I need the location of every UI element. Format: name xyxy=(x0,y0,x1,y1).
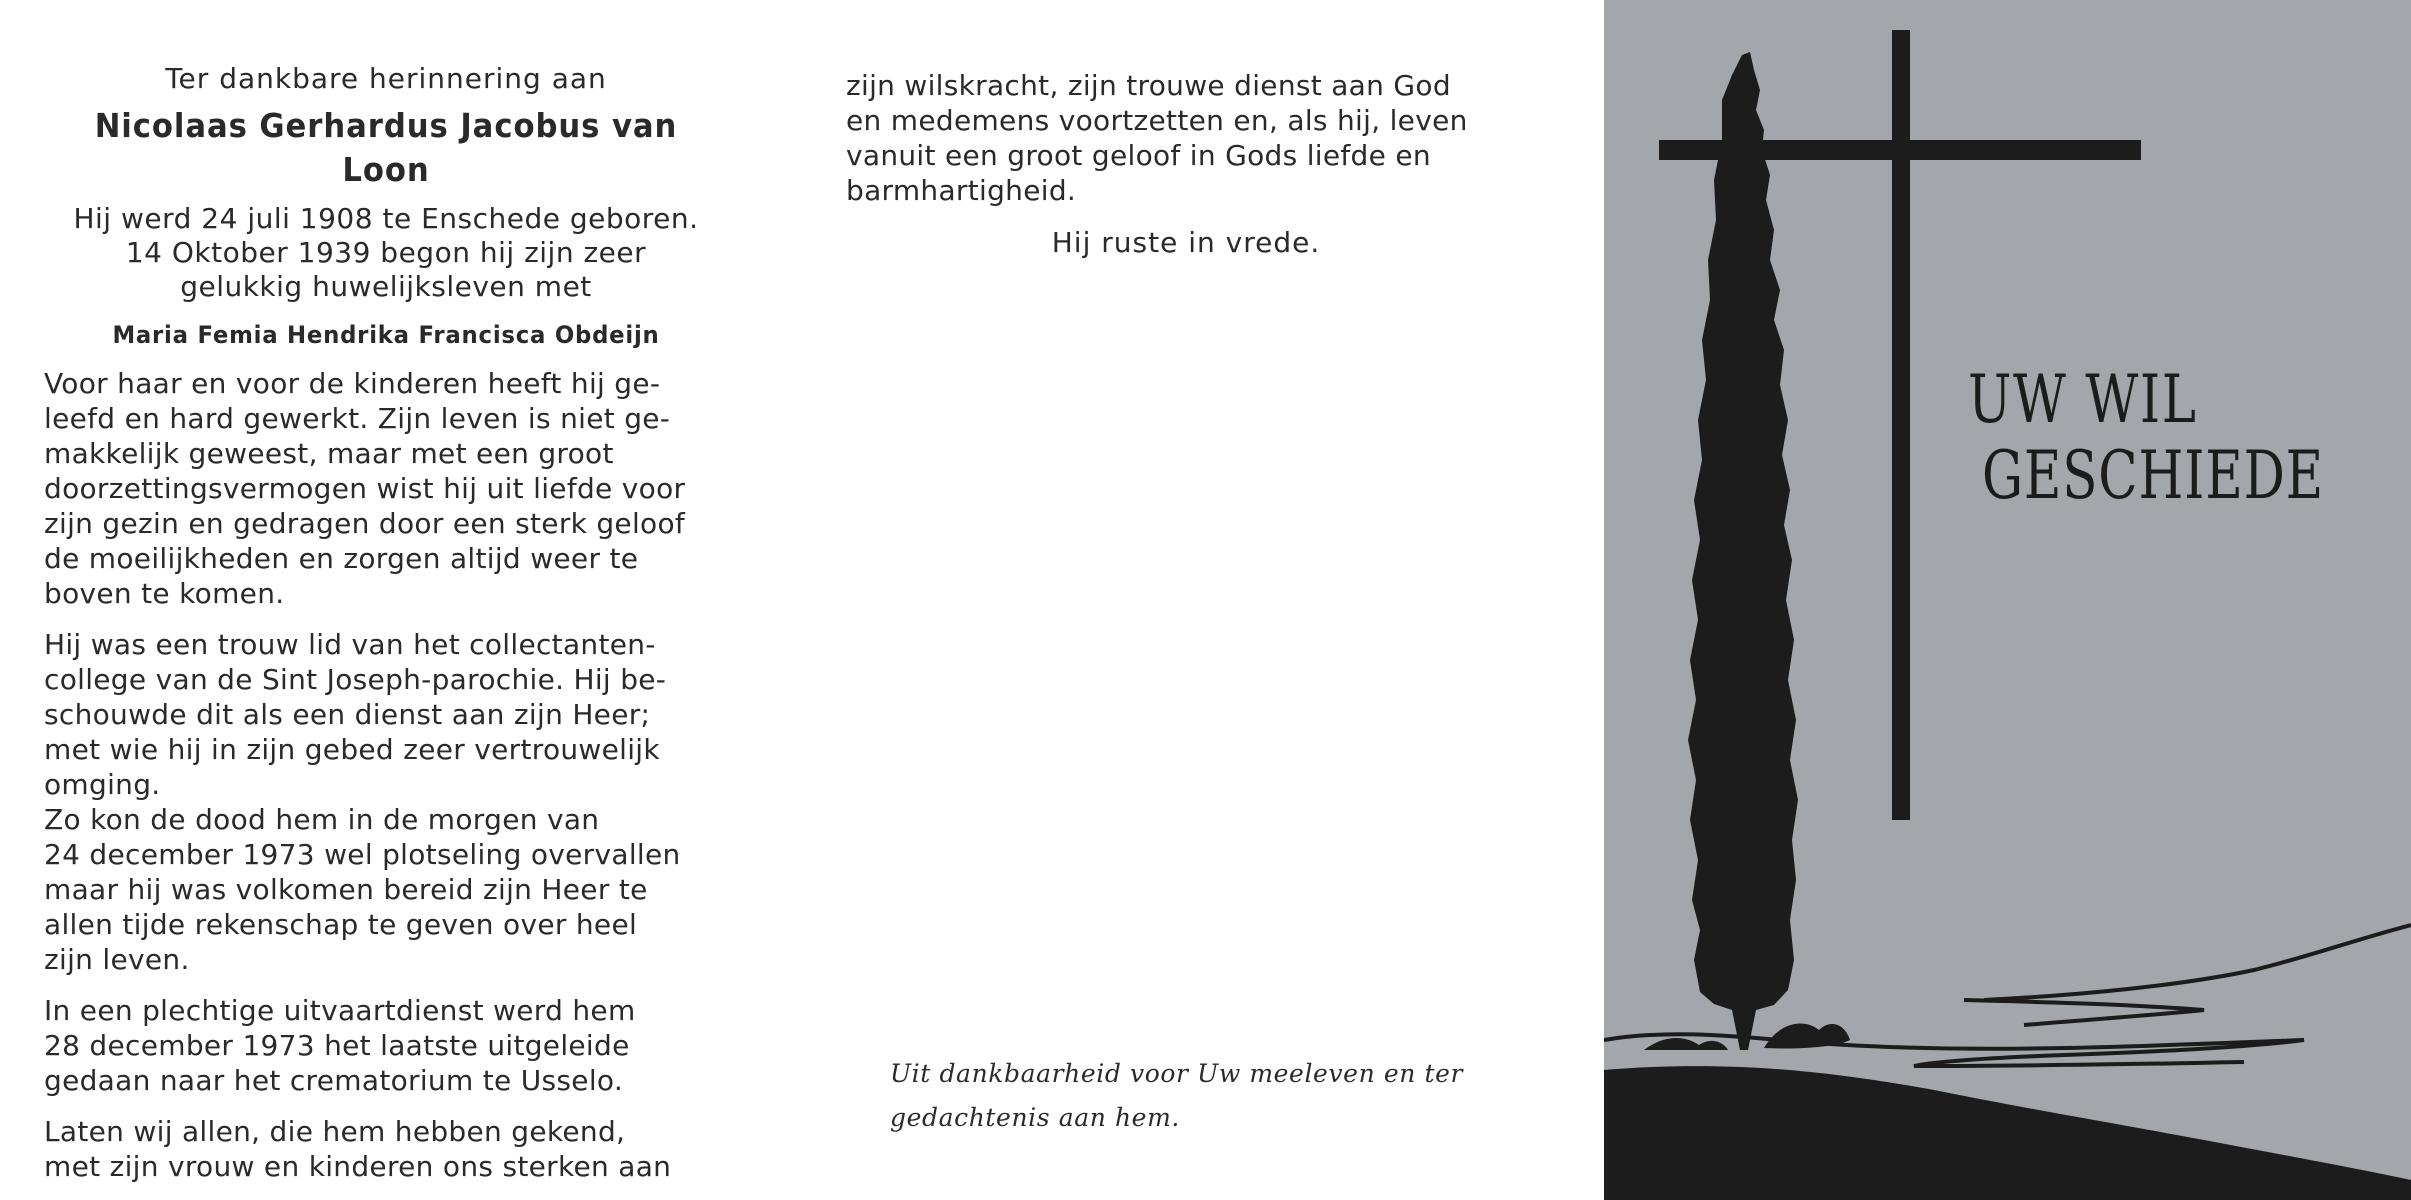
text-line: boven te komen. xyxy=(44,577,285,610)
text-line: maar hij was volkomen bereid zijn Heer te xyxy=(44,873,648,906)
text-line: de moeilijkheden en zorgen altijd weer te xyxy=(44,542,639,575)
closing-line: Hij ruste in vrede. xyxy=(1051,226,1321,259)
birth-line-1: Hij werd 24 juli 1908 te Enschede geboren. xyxy=(73,202,699,235)
cover-illustration xyxy=(1604,0,2411,1200)
paragraph-1 xyxy=(44,366,728,611)
intro-line: Ter dankbare herinnering aan xyxy=(165,62,607,95)
text-line: 28 december 1973 het laatste uitgeleide xyxy=(44,1029,630,1062)
thanks-line: gedachtenis aan hem. xyxy=(890,1103,1180,1132)
paragraph-2 xyxy=(44,627,728,977)
text-line: en medemens voortzetten en, als hij, leven xyxy=(846,104,1468,137)
deceased-name: Nicolaas Gerhardus Jacobus van Loon xyxy=(94,106,678,189)
motto-text xyxy=(1968,362,2408,514)
text-line: In een plechtige uitvaartdienst werd hem xyxy=(44,994,636,1027)
middle-column xyxy=(846,68,1526,260)
text-line: allen tijde rekenschap te geven over heel xyxy=(44,908,638,941)
shrub-left xyxy=(1644,1038,1728,1050)
birth-line-3: gelukkig huwelijksleven met xyxy=(180,270,592,303)
motto-line-2: GESCHIEDE xyxy=(1982,437,2325,514)
text-line: omging. xyxy=(44,768,161,801)
text-line: Zo kon de dood hem in de morgen van xyxy=(44,803,600,836)
river-line xyxy=(1604,1034,2304,1066)
text-line: vanuit een groot geloof in Gods liefde en xyxy=(846,139,1431,172)
paragraph-4 xyxy=(44,1114,728,1184)
text-line: gedaan naar het crematorium te Usselo. xyxy=(44,1064,624,1097)
text-line: zijn gezin en gedragen door een sterk geloof xyxy=(44,507,686,540)
text-line: 24 december 1973 wel plotseling overvallen xyxy=(44,838,681,871)
cypress-tree-icon xyxy=(1688,52,1798,1050)
text-line: zijn wilskracht, zijn trouwe dienst aan God xyxy=(846,69,1451,102)
river-band xyxy=(1964,1000,2204,1025)
paragraph-3 xyxy=(44,993,728,1098)
text-line: leefd en hard gewerkt. Zijn leven is niet ge- xyxy=(44,402,671,435)
motto-line-1: UW WIL xyxy=(1968,361,2198,438)
text-line: makkelijk geweest, maar met een groot xyxy=(44,437,614,470)
left-column xyxy=(44,62,728,1184)
text-line: Laten wij allen, die hem hebben gekend, xyxy=(44,1115,626,1148)
text-line: schouwde dit als een dienst aan zijn Heer; xyxy=(44,698,651,731)
text-line: Hij was een trouw lid van het collectanten- xyxy=(44,628,656,661)
text-line: zijn leven. xyxy=(44,943,190,976)
cover-panel xyxy=(1604,0,2411,1200)
text-line: Voor haar en voor de kinderen heeft hij ge- xyxy=(44,367,661,400)
text-line: doorzettingsvermogen wist hij uit liefde voor xyxy=(44,472,686,505)
thanks-line: Uit dankbaarheid voor Uw meeleven en ter xyxy=(890,1059,1464,1088)
thanks-note xyxy=(890,1052,1490,1140)
spouse-name: Maria Femia Hendrika Francisca Obdeijn xyxy=(112,321,660,349)
ground-silhouette xyxy=(1604,1066,2411,1200)
text-line: college van de Sint Joseph-parochie. Hij be- xyxy=(44,663,667,696)
text-line: met zijn vrouw en kinderen ons sterken aan xyxy=(44,1150,672,1183)
birth-line-2: 14 Oktober 1939 begon hij zijn zeer xyxy=(125,236,647,269)
text-line: met wie hij in zijn gebed zeer vertrouwelijk xyxy=(44,733,660,766)
text-line: barmhartigheid. xyxy=(846,174,1077,207)
horizon-line xyxy=(1984,925,2411,1000)
